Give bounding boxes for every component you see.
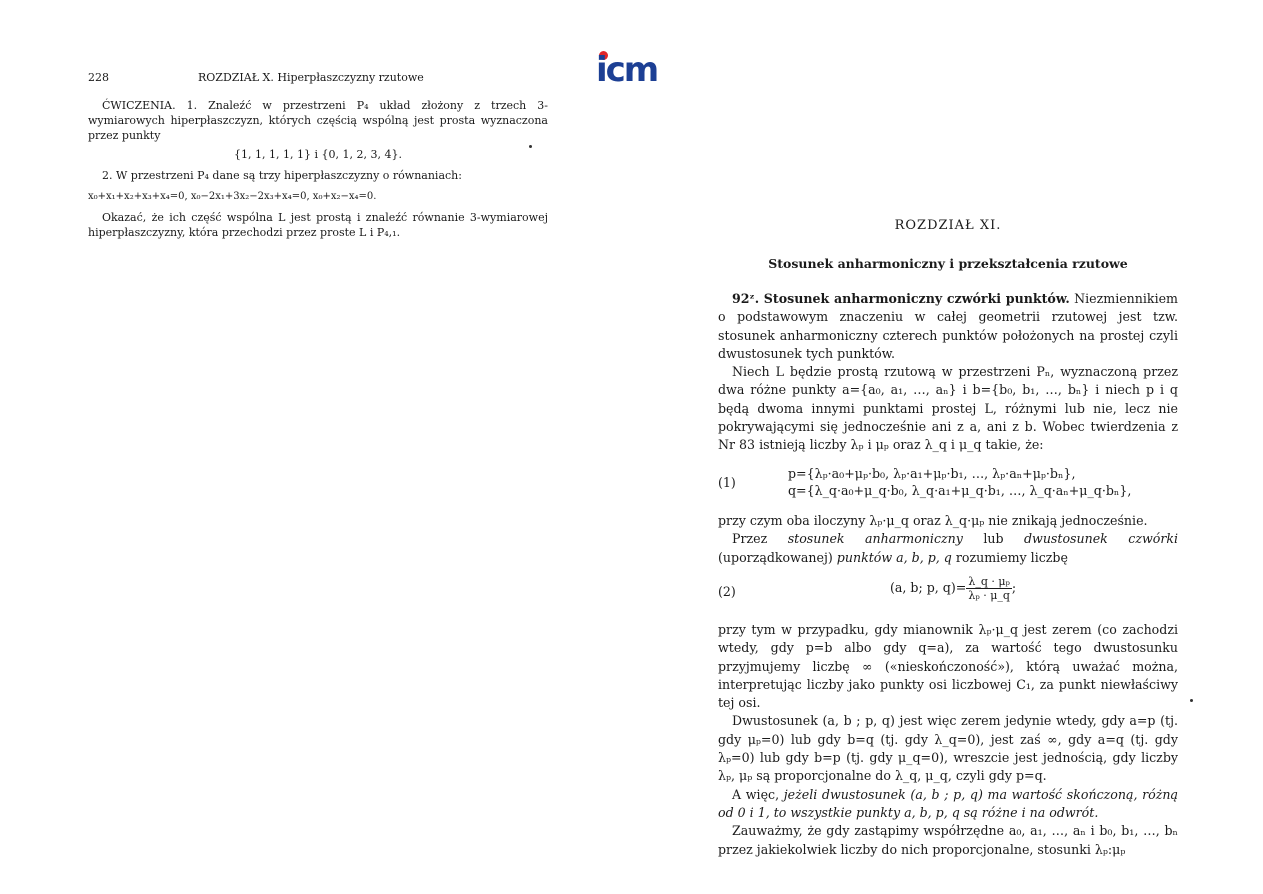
exercise-2 [88,168,548,240]
term-double-ratio: dwustosunek czwórki [1023,531,1178,547]
paragraph-4-mid: lub [962,531,1024,547]
paragraph-2: Niech L będzie prostą rzutową w przestrzeni Pₙ, wyznaczoną przez dwa różne punkty a={a₀, a₁, …, aₙ} i b={b₀, b₁, …, bₙ} i niech p i q będą dwoma innymi punktami prostej L, różnymi lub nie, lecz nie pokrywającymi się jednocześnie ani z a, ani z b. Wobec twierdzenia z Nr 83 istnieją liczby λₚ i μₚ oraz λ_q i μ_q takie, że: [718,364,1178,453]
running-head-title: ROZDZIAŁ X. Hiperpłaszczyzny rzutowe [198,71,424,84]
fraction-denominator: λₚ · μ_q [968,589,1010,602]
equation-2-label: (2) [718,584,736,599]
equation-2-tail: ; [1011,580,1017,595]
paragraph-1-text: Niezmiennikiem o podstawowym znaczeniu w całej geometrii rzutowej jest tzw. stosunek anharmoniczny czterech punktów położonych na prostej czyli dwustosunek tych punktów. [718,291,1178,361]
paragraph-5: przy tym w przypadku, gdy mianownik λₚ·μ_q jest zerem (co zachodzi wtedy, gdy p=b albo gdy q=a), za wartość tego dwustosunku przyjmujemy liczbę ∞ («nieskończoność»), którą uważać można, interpretując liczby jako punkty osi liczbowej C₁, za punkt niewłaściwy tej osi. [718,622,1178,711]
logo-text: icm [596,50,658,90]
exercise-1-points: {1, 1, 1, 1, 1} i {0, 1, 2, 3, 4}. [234,148,402,161]
paragraph-4-mid2: (uporządkowanej) [718,549,837,565]
exercise-2-task: Okazać, że ich część wspólna L jest prostą i znaleźć równanie 3-wymiarowej hiperpłaszczyzny, która przechodzi przez proste L i P₄,₁. [88,211,548,239]
section-heading: 92ᶻ. Stosunek anharmoniczny czwórki punktów. [732,291,1070,306]
exercise-2-equations: x₀+x₁+x₂+x₃+x₄=0, x₀−2x₁+3x₂−2x₃+x₄=0, x₀+x₂−x₄=0. [88,191,377,202]
closing-text [718,621,1178,859]
chapter-title: Stosunek anharmoniczny i przekształcenia rzutowe [768,256,1128,271]
exercise-1-text: ĆWICZENIA. 1. Znaleźć w przestrzeni P₄ układ złożony z trzech 3-wymiarowych hiperpłaszczyzn, których częścią wspólną jest prosta wyznaczona przez punkty [88,99,548,142]
paragraph-7-start: A więc, [732,786,784,802]
page-number: 228 [88,71,109,84]
section-92 [718,290,1178,455]
paragraph-6: Dwustosunek (a, b ; p, q) jest więc zerem jedynie wtedy, gdy a=p (tj. gdy μₚ=0) lub gdy b=q (tj. gdy λ_q=0), jest zaś ∞, gdy a=q (tj. gdy λₚ=0) lub gdy b=p (tj. gdy μ_q=0), wreszcie jest jednością, gdy liczby λₚ, μₚ są proporcjonalne do λ_q, μ_q, czyli gdy p=q. [718,713,1178,784]
paragraph-4-start: Przez [732,531,788,547]
definition-text [718,512,1178,567]
paragraph-3: przy czym oba iloczyny λₚ·μ_q oraz λ_q·μₚ nie znikają jednocześnie. [718,513,1148,528]
paragraph-4-end: rozumiemy liczbę [951,549,1068,565]
paragraph-8: Zauważmy, że gdy zastąpimy współrzędne a₀, a₁, …, aₙ i b₀, b₁, …, bₙ przez jakiekolwiek liczby do nich proporcjonalne, stosunki λₚ:μₚ [718,823,1178,857]
equation-2-body [890,575,1016,602]
chapter-number: ROZDZIAŁ XI. [894,218,1002,233]
fraction-numerator: λ_q · μₚ [968,575,1010,588]
equation-2-lhs: (a, b; p, q)= [890,580,967,595]
term-cross-ratio: stosunek anharmoniczny [787,531,963,547]
term-points: punktów a, b, p, q [836,549,952,565]
exercise-1 [88,98,548,162]
equation-1-line-2: q={λ_q·a₀+μ_q·b₀, λ_q·a₁+μ_q·b₁, …, λ_q·aₙ+μ_q·bₙ}, [788,483,1132,498]
paragraph-7-theorem: jeżeli dwustosunek (a, b ; p, q) ma wartość skończoną, różną od 0 i 1, to wszystkie punkty a, b, p, q są różne i na odwrót. [718,786,1178,820]
equation-2-fraction [966,575,1012,602]
equation-1-body [788,465,1131,499]
equation-1-label: (1) [718,475,736,490]
paragraph-4 [718,530,1178,567]
exercise-2-text: 2. W przestrzeni P₄ dane są trzy hiperpłaszczyzny o równaniach: [102,169,462,182]
paragraph-7 [718,786,1178,823]
paragraph-1 [718,290,1178,363]
scan-speck [529,145,532,148]
equation-1-line-1: p={λₚ·a₀+μₚ·b₀, λₚ·a₁+μₚ·b₁, …, λₚ·aₙ+μₚ·bₙ}, [788,466,1076,481]
